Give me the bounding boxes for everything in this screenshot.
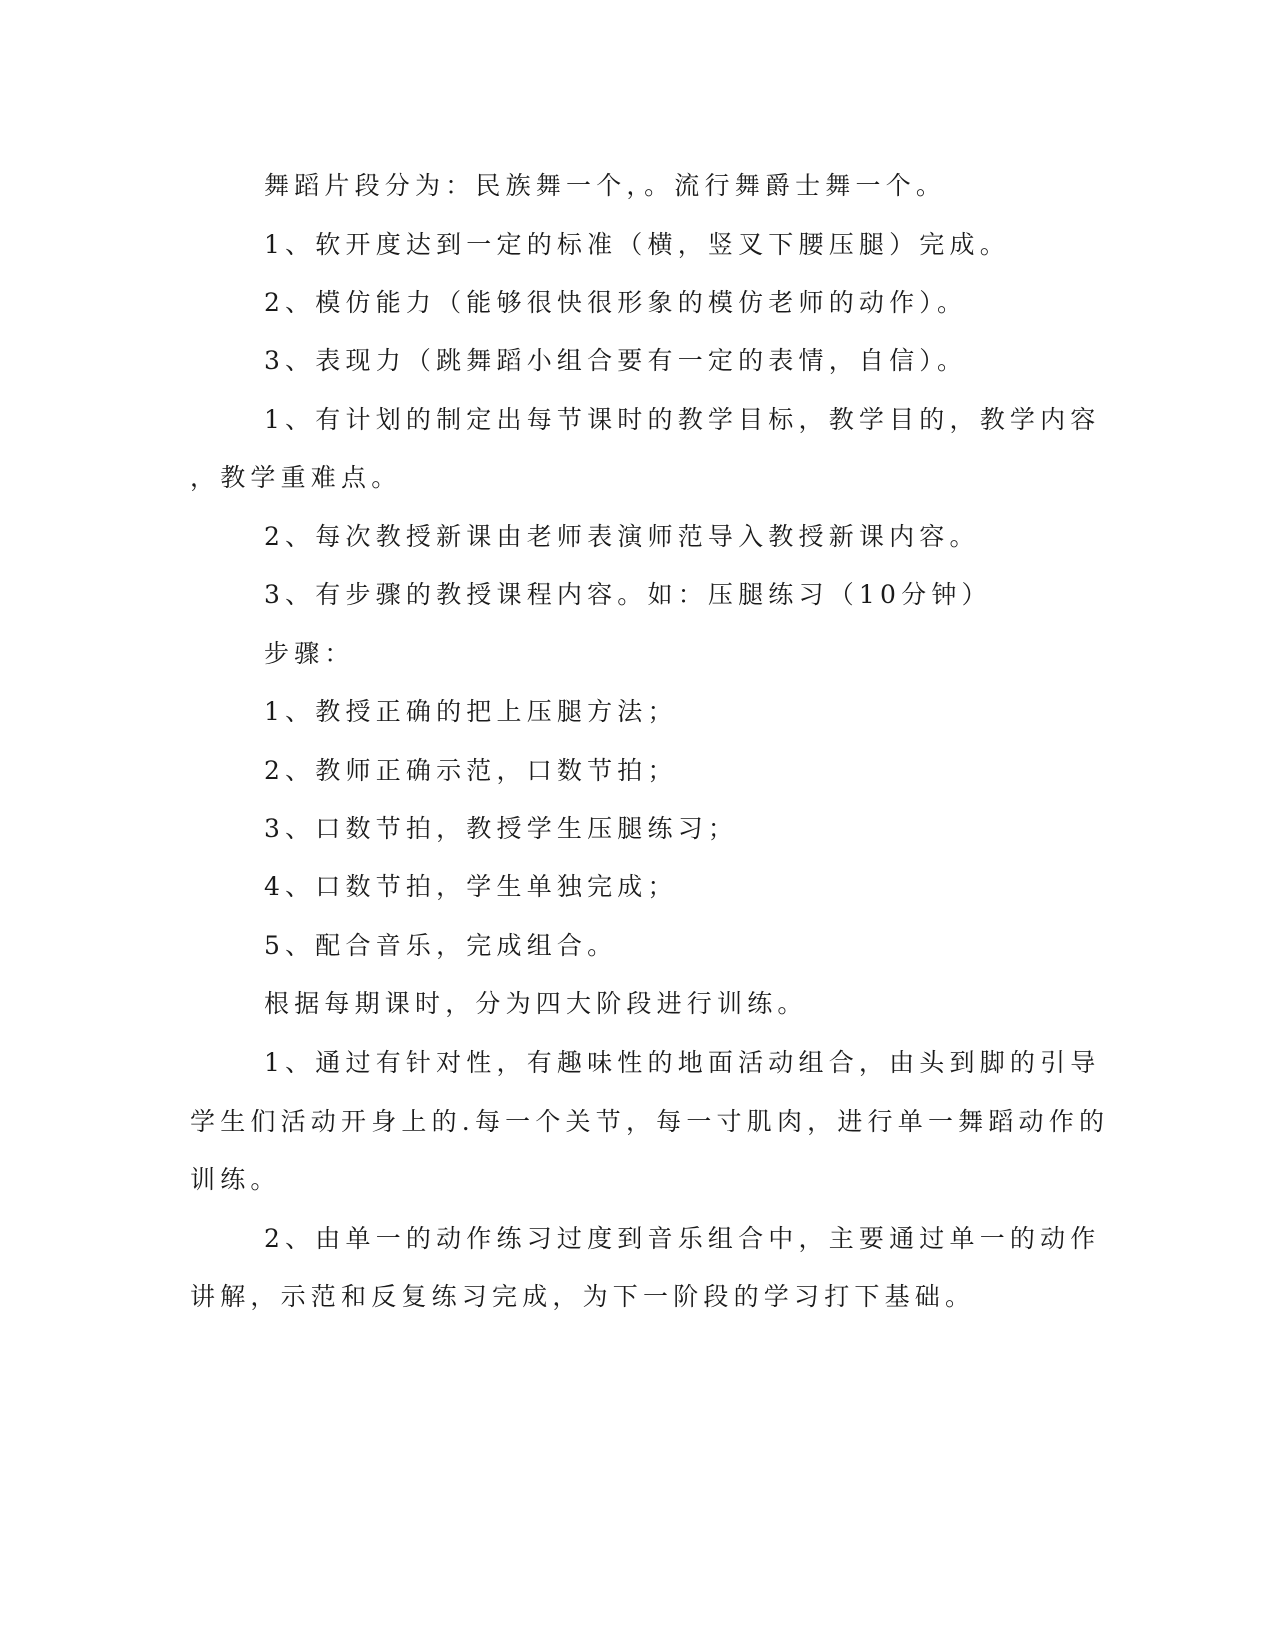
paragraph-line: 训练。	[190, 1165, 281, 1194]
paragraph-line: 2、每次教授新课由老师表演师范导入教授新课内容。	[264, 522, 980, 551]
paragraph-line: 1、教授正确的把上压腿方法；	[264, 697, 678, 726]
paragraph-line: ，教学重难点。	[190, 463, 402, 492]
paragraph-line: 4、口数节拍，学生单独完成；	[264, 872, 678, 901]
paragraph-line: 3、有步骤的教授课程内容。如：压腿练习（10分钟）	[264, 580, 992, 609]
paragraph-line: 舞蹈片段分为：民族舞一个，。流行舞爵士舞一个。	[264, 171, 947, 200]
paragraph-line: 学生们活动开身上的.每一个关节，每一寸肌肉，进行单一舞蹈动作的	[190, 1107, 1110, 1136]
paragraph-line: 讲解，示范和反复练习完成，为下一阶段的学习打下基础。	[190, 1282, 976, 1311]
paragraph-line: 1、软开度达到一定的标准（横，竖叉下腰压腿）完成。	[264, 230, 1010, 259]
paragraph-line: 3、口数节拍，教授学生压腿练习；	[264, 814, 739, 843]
paragraph-line: 3、表现力（跳舞蹈小组合要有一定的表情，自信）。	[264, 346, 968, 375]
paragraph-line: 5、配合音乐，完成组合。	[264, 931, 618, 960]
paragraph-line: 1、通过有针对性，有趣味性的地面活动组合，由头到脚的引导	[264, 1048, 1101, 1077]
paragraph-line: 2、教师正确示范，口数节拍；	[264, 756, 678, 785]
paragraph-line: 2、由单一的动作练习过度到音乐组合中，主要通过单一的动作	[264, 1224, 1101, 1253]
paragraph-line: 2、模仿能力（能够很快很形象的模仿老师的动作）。	[264, 288, 968, 317]
paragraph-line: 1、有计划的制定出每节课时的教学目标，教学目的，教学内容	[264, 405, 1101, 434]
paragraph-line: 根据每期课时，分为四大阶段进行训练。	[264, 989, 808, 1018]
paragraph-line: 步骤：	[264, 639, 355, 668]
